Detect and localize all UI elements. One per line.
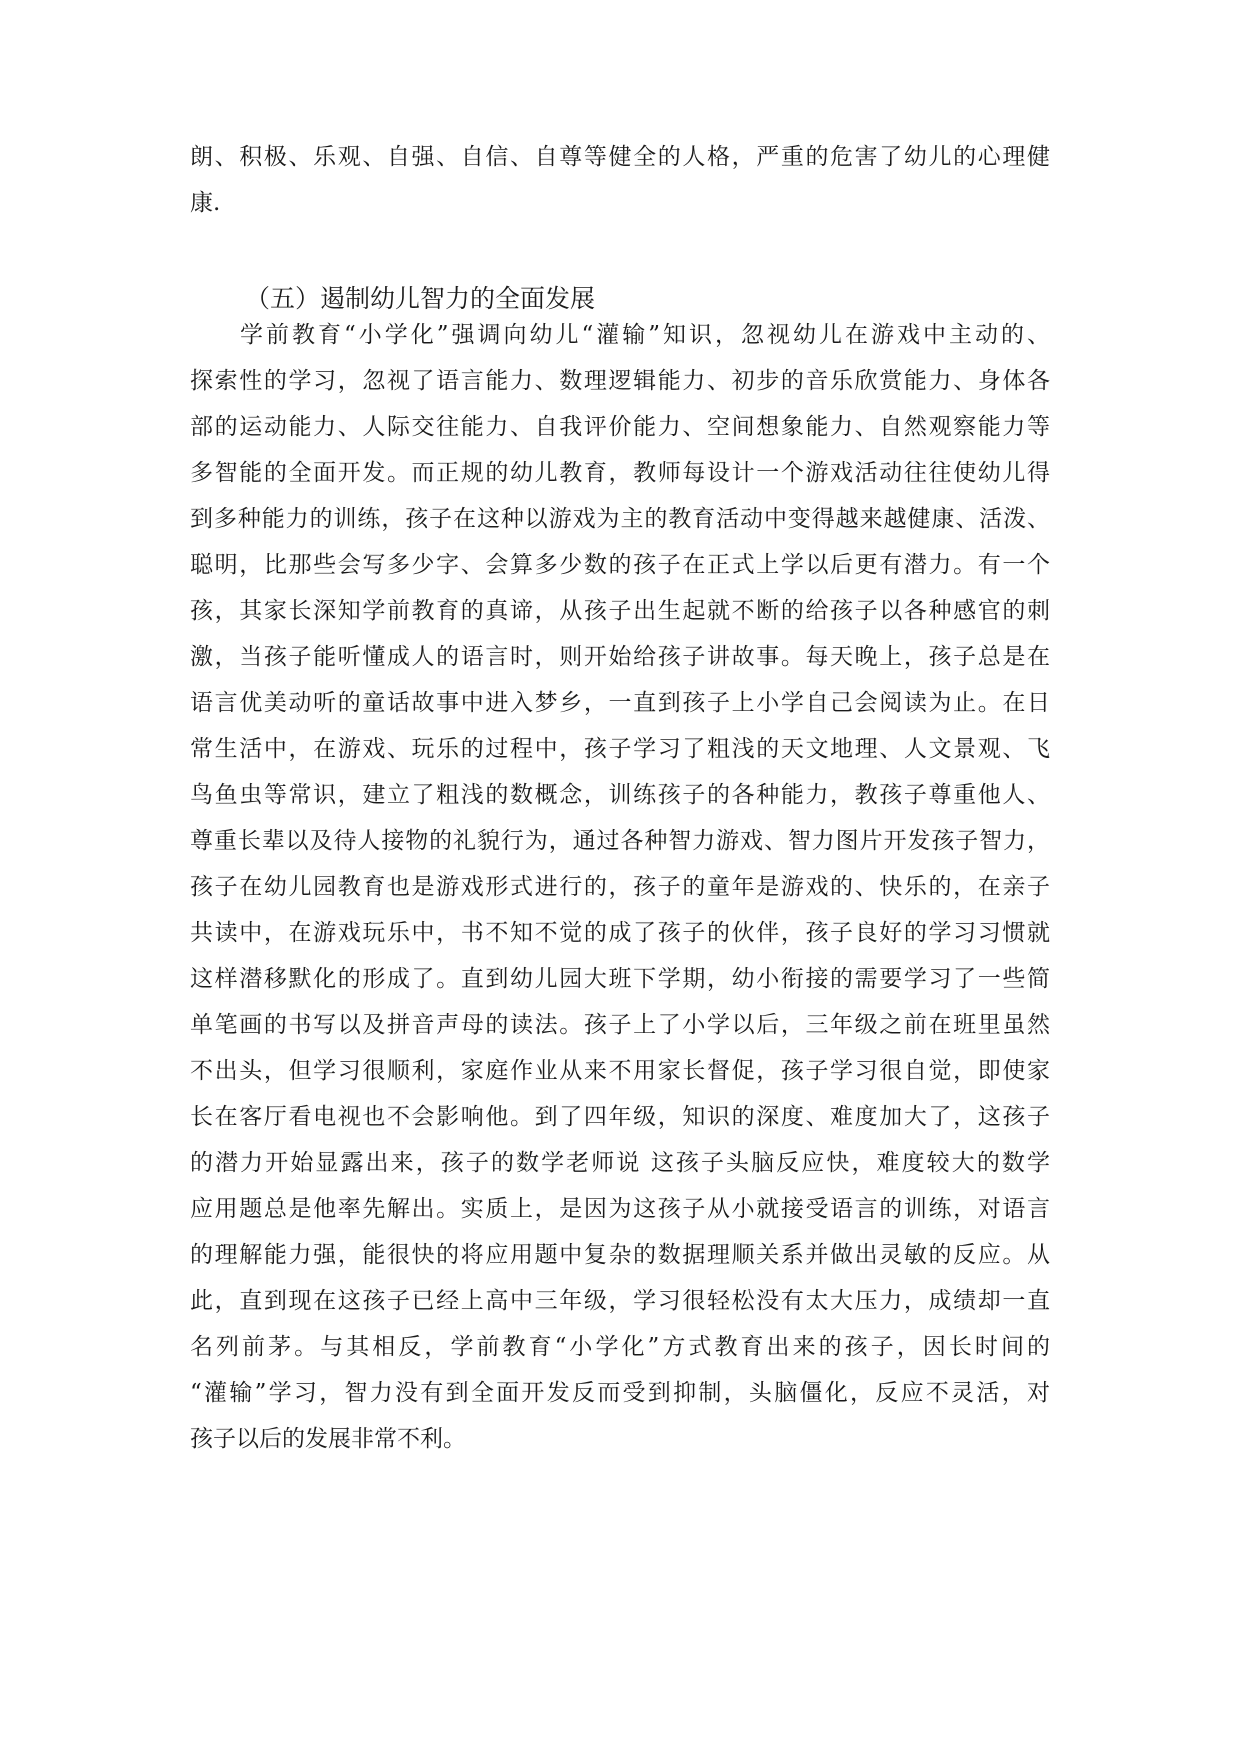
paragraph-line: 学前教育“小学化”强调向幼儿“灌输”知识，忽视幼儿在游戏中主动的、 (240, 322, 1050, 348)
paragraph-line: 这样潜移默化的形成了。直到幼儿园大班下学期，幼小衔接的需要学习了一些简 (190, 966, 1050, 992)
paragraph-line: 常生活中，在游戏、玩乐的过程中，孩子学习了粗浅的天文地理、人文景观、飞 (190, 736, 1050, 762)
paragraph-line: 激，当孩子能听懂成人的语言时，则开始给孩子讲故事。每天晚上，孩子总是在 (190, 644, 1050, 670)
paragraph-line: 聪明，比那些会写多少字、会算多少数的孩子在正式上学以后更有潜力。有一个 (190, 552, 1050, 578)
paragraph-line: 朗、积极、乐观、自强、自信、自尊等健全的人格，严重的危害了幼儿的心理健 (190, 144, 1050, 170)
paragraph-line: 鸟鱼虫等常识，建立了粗浅的数概念，训练孩子的各种能力，教孩子尊重他人、 (190, 782, 1050, 808)
paragraph-line: 部的运动能力、人际交往能力、自我评价能力、空间想象能力、自然观察能力等 (190, 414, 1050, 440)
paragraph-line: 孩子以后的发展非常不利。 (190, 1426, 466, 1452)
paragraph-line: 长在客厅看电视也不会影响他。到了四年级，知识的深度、难度加大了，这孩子 (190, 1104, 1050, 1130)
paragraph-line: 名列前茅。与其相反，学前教育“小学化”方式教育出来的孩子，因长时间的 (190, 1334, 1050, 1360)
paragraph-line: 应用题总是他率先解出。实质上，是因为这孩子从小就接受语言的训练，对语言 (190, 1196, 1050, 1222)
paragraph-line: 孩子在幼儿园教育也是游戏形式进行的，孩子的童年是游戏的、快乐的，在亲子 (190, 874, 1050, 900)
paragraph-line: 单笔画的书写以及拼音声母的读法。孩子上了小学以后，三年级之前在班里虽然 (190, 1012, 1050, 1038)
paragraph-line: 到多种能力的训练，孩子在这种以游戏为主的教育活动中变得越来越健康、活泼、 (190, 506, 1050, 532)
section-heading: （五）遏制幼儿智力的全面发展 (245, 284, 596, 313)
paragraph-line: 语言优美动听的童话故事中进入梦乡，一直到孩子上小学自己会阅读为止。在日 (190, 690, 1050, 716)
paragraph-line: 多智能的全面开发。而正规的幼儿教育，教师每设计一个游戏活动往往使幼儿得 (190, 460, 1050, 486)
paragraph-line: 孩，其家长深知学前教育的真谛，从孩子出生起就不断的给孩子以各种感官的刺 (190, 598, 1050, 624)
paragraph-line: 康. (190, 190, 221, 216)
paragraph-line: “灌输”学习，智力没有到全面开发反而受到抑制，头脑僵化，反应不灵活，对 (190, 1380, 1050, 1406)
paragraph-line: 的潜力开始显露出来，孩子的数学老师说 这孩子头脑反应快，难度较大的数学 (190, 1150, 1050, 1176)
paragraph-line: 此，直到现在这孩子已经上高中三年级，学习很轻松没有太大压力，成绩却一直 (190, 1288, 1050, 1314)
paragraph-line: 的理解能力强，能很快的将应用题中复杂的数据理顺关系并做出灵敏的反应。从 (190, 1242, 1050, 1268)
paragraph-line: 尊重长辈以及待人接物的礼貌行为，通过各种智力游戏、智力图片开发孩子智力， (190, 828, 1050, 854)
paragraph-line: 不出头，但学习很顺利，家庭作业从来不用家长督促，孩子学习很自觉，即使家 (190, 1058, 1050, 1084)
paragraph-line: 共读中，在游戏玩乐中，书不知不觉的成了孩子的伙伴，孩子良好的学习习惯就 (190, 920, 1050, 946)
paragraph-line: 探索性的学习，忽视了语言能力、数理逻辑能力、初步的音乐欣赏能力、身体各 (190, 368, 1050, 394)
